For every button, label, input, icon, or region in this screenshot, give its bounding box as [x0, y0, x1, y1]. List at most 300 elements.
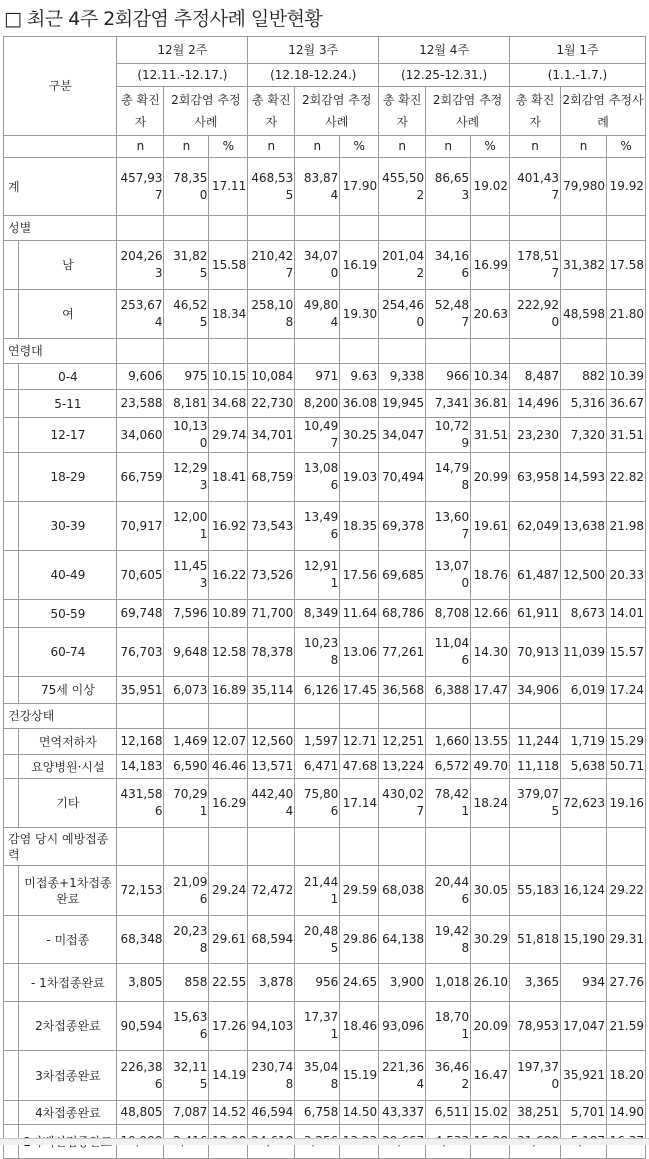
reinfection-count-cell: 8,200: [295, 390, 340, 418]
total-confirmed-header: 총 확진자: [509, 87, 560, 136]
table-row: [4, 677, 646, 704]
reinfection-count-cell: 19,428: [426, 916, 471, 964]
empty-cell: [561, 828, 607, 866]
reinfection-percent-cell: 27.76: [607, 964, 646, 1002]
total-count-cell: 66,759: [117, 453, 164, 502]
empty-cell: [471, 339, 510, 364]
total-confirmed-header: 총 확진자: [117, 87, 164, 136]
total-count-cell: 3,365: [509, 964, 560, 1002]
total-count-cell: 3,878: [248, 964, 295, 1002]
total-count-cell: 23,588: [117, 390, 164, 418]
reinfection-percent-cell: 19.16: [607, 779, 646, 828]
empty-cell: [340, 216, 379, 241]
empty-cell: [164, 828, 209, 866]
unit-n: n: [295, 136, 340, 158]
reinfection-percent-cell: 19.03: [340, 453, 379, 502]
total-count-cell: 43,337: [379, 1101, 426, 1125]
total-count-cell: 14,496: [509, 390, 560, 418]
indent-cell: [4, 453, 19, 502]
indent-cell: [4, 628, 19, 677]
reinfection-header: 2회감염 추정사례: [426, 87, 510, 136]
reinfection-count-cell: 12,500: [561, 551, 607, 600]
total-count-cell: 34,701: [248, 418, 295, 453]
reinfection-percent-cell: 16.22: [209, 551, 248, 600]
reinfection-percent-cell: 14.90: [607, 1101, 646, 1125]
reinfection-percent-cell: 15.19: [340, 1051, 379, 1101]
unit-n: n: [426, 136, 471, 158]
total-count-cell: 222,920: [509, 290, 560, 339]
week-range-header: (1.1.-1.7.): [509, 64, 645, 87]
unit-n: n: [164, 136, 209, 158]
row-label: 계: [4, 158, 117, 216]
row-label: 면역저하자: [19, 729, 117, 755]
week-range-header: (12.18-12.24.): [248, 64, 379, 87]
total-count-cell: 210,427: [248, 241, 295, 290]
indent-cell: [4, 729, 19, 755]
week-name-header: 12월 2주: [117, 37, 248, 64]
table-row: [4, 551, 646, 600]
row-label: 75세 이상: [19, 677, 117, 704]
reinfection-count-cell: 7,596: [164, 600, 209, 628]
indent-cell: [4, 1002, 19, 1051]
unit-n: n: [509, 136, 560, 158]
reinfection-percent-cell: 16.89: [209, 677, 248, 704]
group-label: 성별: [4, 216, 117, 241]
total-count-cell: 35,114: [248, 677, 295, 704]
row-label: - 1차접종완료: [19, 964, 117, 1002]
reinfection-count-cell: 1,719: [561, 729, 607, 755]
reinfection-count-cell: 21,441: [295, 866, 340, 916]
total-count-cell: 55,183: [509, 866, 560, 916]
empty-cell: [248, 216, 295, 241]
table-row: [4, 964, 646, 1002]
empty-cell: [164, 339, 209, 364]
reinfection-percent-cell: 18.34: [209, 290, 248, 339]
reinfection-count-cell: 46,525: [164, 290, 209, 339]
row-label: 기타: [19, 779, 117, 828]
reinfection-count-cell: 6,511: [426, 1101, 471, 1125]
total-count-cell: 73,543: [248, 502, 295, 551]
total-count-cell: 221,364: [379, 1051, 426, 1101]
reinfection-percent-cell: 17.58: [607, 241, 646, 290]
total-count-cell: 258,108: [248, 290, 295, 339]
total-count-cell: 14,183: [117, 755, 164, 779]
reinfection-percent-cell: 29.74: [209, 418, 248, 453]
empty-cell: [295, 828, 340, 866]
reinfection-percent-cell: 14.50: [340, 1101, 379, 1125]
reinfection-percent-cell: 15.57: [607, 628, 646, 677]
total-count-cell: 62,049: [509, 502, 560, 551]
row-label: - 미접종: [19, 916, 117, 964]
table-row: [4, 241, 646, 290]
reinfection-count-cell: 86,653: [426, 158, 471, 216]
reinfection-percent-cell: 17.56: [340, 551, 379, 600]
reinfection-percent-cell: 18.41: [209, 453, 248, 502]
reinfection-percent-cell: 13.06: [340, 628, 379, 677]
indent-cell: [4, 916, 19, 964]
unit-n: n: [561, 136, 607, 158]
group-label: 연령대: [4, 339, 117, 364]
reinfection-percent-cell: 16.92: [209, 502, 248, 551]
reinfection-count-cell: 12,911: [295, 551, 340, 600]
empty-cell: [209, 828, 248, 866]
indent-cell: [4, 866, 19, 916]
empty-cell: [295, 216, 340, 241]
reinfection-count-cell: 52,487: [426, 290, 471, 339]
table-row: [4, 1002, 646, 1051]
reinfection-percent-cell: 17.24: [607, 677, 646, 704]
week-name-header: 1월 1주: [509, 37, 645, 64]
reinfection-percent-cell: 30.25: [340, 418, 379, 453]
total-confirmed-header: 총 확진자: [379, 87, 426, 136]
reinfection-percent-cell: 15.29: [607, 729, 646, 755]
group-header-row: [4, 828, 646, 866]
reinfection-percent-cell: 22.82: [607, 453, 646, 502]
group-header-row: [4, 339, 646, 364]
reinfection-percent-cell: 12.66: [471, 600, 510, 628]
reinfection-count-cell: 36,462: [426, 1051, 471, 1101]
empty-cell: [295, 704, 340, 729]
total-count-cell: 72,153: [117, 866, 164, 916]
empty-cell: [426, 828, 471, 866]
reinfection-count-cell: 11,453: [164, 551, 209, 600]
total-count-cell: 76,703: [117, 628, 164, 677]
reinfection-percent-cell: 36.67: [607, 390, 646, 418]
reinfection-count-cell: 13,086: [295, 453, 340, 502]
total-count-cell: 38,251: [509, 1101, 560, 1125]
total-count-cell: 431,586: [117, 779, 164, 828]
total-count-cell: 72,472: [248, 866, 295, 916]
unit-row-blank: [4, 136, 117, 158]
total-count-cell: 94,103: [248, 1002, 295, 1051]
table-row: [4, 390, 646, 418]
total-count-cell: 34,047: [379, 418, 426, 453]
reinfection-count-cell: 12,001: [164, 502, 209, 551]
reinfection-count-cell: 5,316: [561, 390, 607, 418]
reinfection-count-cell: 9,648: [164, 628, 209, 677]
table-row: [4, 779, 646, 828]
reinfection-percent-cell: 18.20: [607, 1051, 646, 1101]
table-row: [4, 866, 646, 916]
reinfection-count-cell: 6,019: [561, 677, 607, 704]
total-count-cell: 13,571: [248, 755, 295, 779]
unit-percent: %: [209, 136, 248, 158]
total-count-cell: 68,786: [379, 600, 426, 628]
total-count-cell: 19,945: [379, 390, 426, 418]
reinfection-count-cell: 14,798: [426, 453, 471, 502]
reinfection-count-cell: 7,320: [561, 418, 607, 453]
total-count-cell: 455,502: [379, 158, 426, 216]
reinfection-percent-cell: 16.19: [340, 241, 379, 290]
row-label: 50-59: [19, 600, 117, 628]
total-count-cell: 78,378: [248, 628, 295, 677]
row-label: 5-11: [19, 390, 117, 418]
reinfection-count-cell: 1,018: [426, 964, 471, 1002]
empty-cell: [561, 704, 607, 729]
row-label: 2차접종완료: [19, 1002, 117, 1051]
total-count-cell: 68,038: [379, 866, 426, 916]
row-label: 여: [19, 290, 117, 339]
reinfection-count-cell: 10,130: [164, 418, 209, 453]
total-count-cell: 70,494: [379, 453, 426, 502]
reinfection-count-cell: 882: [561, 364, 607, 390]
reinfection-percent-cell: 11.64: [340, 600, 379, 628]
reinfection-percent-cell: 29.24: [209, 866, 248, 916]
group-label: 건강상태: [4, 704, 117, 729]
total-count-cell: 69,685: [379, 551, 426, 600]
empty-cell: [209, 339, 248, 364]
reinfection-percent-cell: 12.58: [209, 628, 248, 677]
table-row: [4, 364, 646, 390]
total-count-cell: 11,244: [509, 729, 560, 755]
reinfection-percent-cell: 29.31: [607, 916, 646, 964]
reinfection-count-cell: 1,660: [426, 729, 471, 755]
empty-cell: [607, 704, 646, 729]
total-count-cell: 61,487: [509, 551, 560, 600]
reinfection-percent-cell: 49.70: [471, 755, 510, 779]
row-label: 4차접종완료: [19, 1101, 117, 1125]
total-count-cell: 12,168: [117, 729, 164, 755]
total-count-cell: 69,748: [117, 600, 164, 628]
group-header-row: [4, 216, 646, 241]
total-count-cell: 69,378: [379, 502, 426, 551]
reinfection-percent-cell: 36.81: [471, 390, 510, 418]
empty-cell: [340, 828, 379, 866]
reinfection-percent-cell: 10.89: [209, 600, 248, 628]
reinfection-percent-cell: 14.01: [607, 600, 646, 628]
reinfection-count-cell: 13,070: [426, 551, 471, 600]
stats-table-container: [3, 36, 646, 1159]
reinfection-count-cell: 13,638: [561, 502, 607, 551]
total-count-cell: 204,263: [117, 241, 164, 290]
indent-cell: [4, 551, 19, 600]
table-row: [4, 628, 646, 677]
table-row: [4, 1101, 646, 1125]
empty-cell: [471, 828, 510, 866]
reinfection-count-cell: 48,598: [561, 290, 607, 339]
reinfection-percent-cell: 17.47: [471, 677, 510, 704]
table-row: [4, 158, 646, 216]
total-count-cell: 201,042: [379, 241, 426, 290]
indent-cell: [4, 677, 19, 704]
empty-cell: [509, 339, 560, 364]
empty-cell: [471, 704, 510, 729]
total-count-cell: 77,261: [379, 628, 426, 677]
reinfection-percent-cell: 14.19: [209, 1051, 248, 1101]
reinfection-count-cell: 70,291: [164, 779, 209, 828]
reinfection-percent-cell: 30.05: [471, 866, 510, 916]
reinfection-count-cell: 14,593: [561, 453, 607, 502]
reinfection-count-cell: 83,874: [295, 158, 340, 216]
reinfection-percent-cell: 26.10: [471, 964, 510, 1002]
empty-cell: [164, 216, 209, 241]
total-count-cell: 71,700: [248, 600, 295, 628]
week-range-header: (12.11.-12.17.): [117, 64, 248, 87]
reinfection-percent-cell: 21.98: [607, 502, 646, 551]
reinfection-count-cell: 966: [426, 364, 471, 390]
empty-cell: [117, 828, 164, 866]
reinfection-percent-cell: 19.92: [607, 158, 646, 216]
total-count-cell: 13,224: [379, 755, 426, 779]
total-count-cell: 3,805: [117, 964, 164, 1002]
category-header: 구분: [4, 37, 117, 136]
total-count-cell: 401,437: [509, 158, 560, 216]
reinfection-percent-cell: 46.46: [209, 755, 248, 779]
reinfection-percent-cell: 15.02: [471, 1101, 510, 1125]
reinfection-percent-cell: 20.09: [471, 1002, 510, 1051]
reinfection-percent-cell: 29.22: [607, 866, 646, 916]
reinfection-count-cell: 16,124: [561, 866, 607, 916]
empty-cell: [117, 704, 164, 729]
empty-cell: [509, 216, 560, 241]
reinfection-percent-cell: 10.39: [607, 364, 646, 390]
table-row: [4, 290, 646, 339]
indent-cell: [4, 418, 19, 453]
reinfection-percent-cell: 10.15: [209, 364, 248, 390]
reinfection-count-cell: 21,096: [164, 866, 209, 916]
unit-n: n: [379, 136, 426, 158]
reinfection-percent-cell: 14.52: [209, 1101, 248, 1125]
reinfection-percent-cell: 10.34: [471, 364, 510, 390]
reinfection-percent-cell: 29.59: [340, 866, 379, 916]
empty-cell: [607, 828, 646, 866]
total-count-cell: 34,906: [509, 677, 560, 704]
reinfection-percent-cell: 9.63: [340, 364, 379, 390]
reinfection-percent-cell: 24.65: [340, 964, 379, 1002]
reinfection-count-cell: 6,471: [295, 755, 340, 779]
total-count-cell: 35,951: [117, 677, 164, 704]
reinfection-percent-cell: 18.24: [471, 779, 510, 828]
total-count-cell: 12,560: [248, 729, 295, 755]
table-row: [4, 600, 646, 628]
total-count-cell: 70,913: [509, 628, 560, 677]
unit-percent: %: [471, 136, 510, 158]
reinfection-percent-cell: 17.45: [340, 677, 379, 704]
reinfection-count-cell: 975: [164, 364, 209, 390]
reinfection-count-cell: 6,758: [295, 1101, 340, 1125]
total-count-cell: 253,674: [117, 290, 164, 339]
row-label: 남: [19, 241, 117, 290]
reinfection-count-cell: 34,070: [295, 241, 340, 290]
reinfection-count-cell: 6,572: [426, 755, 471, 779]
reinfection-count-cell: 6,073: [164, 677, 209, 704]
reinfection-count-cell: 31,825: [164, 241, 209, 290]
reinfection-percent-cell: 16.29: [209, 779, 248, 828]
reinfection-count-cell: 17,047: [561, 1002, 607, 1051]
reinfection-count-cell: 12,293: [164, 453, 209, 502]
reinfection-stats-table: [3, 36, 646, 1159]
reinfection-count-cell: 8,181: [164, 390, 209, 418]
total-count-cell: 73,526: [248, 551, 295, 600]
empty-cell: [379, 704, 426, 729]
reinfection-count-cell: 32,115: [164, 1051, 209, 1101]
total-count-cell: 34,060: [117, 418, 164, 453]
reinfection-count-cell: 13,496: [295, 502, 340, 551]
reinfection-header: 2회감염 추정사례: [295, 87, 379, 136]
indent-cell: [4, 364, 19, 390]
empty-cell: [379, 828, 426, 866]
reinfection-count-cell: 8,708: [426, 600, 471, 628]
group-label: 감염 당시 예방접종력: [4, 828, 117, 866]
reinfection-percent-cell: 30.29: [471, 916, 510, 964]
reinfection-percent-cell: 21.59: [607, 1002, 646, 1051]
reinfection-count-cell: 72,623: [561, 779, 607, 828]
reinfection-count-cell: 10,238: [295, 628, 340, 677]
indent-cell: [4, 502, 19, 551]
reinfection-percent-cell: 18.46: [340, 1002, 379, 1051]
reinfection-count-cell: 6,126: [295, 677, 340, 704]
empty-cell: [379, 216, 426, 241]
table-row: [4, 418, 646, 453]
table-header: [4, 37, 646, 158]
unit-percent: %: [607, 136, 646, 158]
empty-cell: [471, 216, 510, 241]
row-label: 요양병원·시설: [19, 755, 117, 779]
reinfection-count-cell: 34,166: [426, 241, 471, 290]
reinfection-percent-cell: 14.30: [471, 628, 510, 677]
reinfection-count-cell: 934: [561, 964, 607, 1002]
indent-cell: [4, 964, 19, 1002]
empty-cell: [117, 339, 164, 364]
total-count-cell: 68,594: [248, 916, 295, 964]
total-count-cell: 379,075: [509, 779, 560, 828]
empty-cell: [561, 216, 607, 241]
indent-cell: [4, 755, 19, 779]
reinfection-percent-cell: 17.26: [209, 1002, 248, 1051]
reinfection-percent-cell: 50.71: [607, 755, 646, 779]
empty-cell: [340, 339, 379, 364]
row-label: 3차접종완료: [19, 1051, 117, 1101]
reinfection-count-cell: 971: [295, 364, 340, 390]
total-count-cell: 22,730: [248, 390, 295, 418]
unit-percent: %: [340, 136, 379, 158]
total-count-cell: 430,027: [379, 779, 426, 828]
total-count-cell: 61,911: [509, 600, 560, 628]
reinfection-percent-cell: 36.08: [340, 390, 379, 418]
reinfection-count-cell: 20,485: [295, 916, 340, 964]
reinfection-count-cell: 5,701: [561, 1101, 607, 1125]
total-count-cell: 8,487: [509, 364, 560, 390]
table-row: [4, 916, 646, 964]
week-range-header: (12.25-12.31.): [379, 64, 510, 87]
table-row: [4, 755, 646, 779]
reinfection-percent-cell: 17.11: [209, 158, 248, 216]
table-row: [4, 453, 646, 502]
total-count-cell: 226,386: [117, 1051, 164, 1101]
total-count-cell: 442,404: [248, 779, 295, 828]
reinfection-count-cell: 15,636: [164, 1002, 209, 1051]
reinfection-percent-cell: 31.51: [471, 418, 510, 453]
indent-cell: [4, 779, 19, 828]
total-count-cell: 11,118: [509, 755, 560, 779]
reinfection-count-cell: 11,039: [561, 628, 607, 677]
reinfection-count-cell: 75,806: [295, 779, 340, 828]
total-count-cell: 178,517: [509, 241, 560, 290]
horizontal-scrollbar[interactable]: [0, 1138, 649, 1145]
empty-cell: [164, 704, 209, 729]
reinfection-count-cell: 10,729: [426, 418, 471, 453]
total-count-cell: 64,138: [379, 916, 426, 964]
row-label: 30-39: [19, 502, 117, 551]
reinfection-count-cell: 8,349: [295, 600, 340, 628]
empty-cell: [426, 704, 471, 729]
total-count-cell: 70,917: [117, 502, 164, 551]
total-confirmed-header: 총 확진자: [248, 87, 295, 136]
reinfection-percent-cell: 17.90: [340, 158, 379, 216]
unit-n: n: [117, 136, 164, 158]
reinfection-count-cell: 49,804: [295, 290, 340, 339]
table-row: [4, 502, 646, 551]
